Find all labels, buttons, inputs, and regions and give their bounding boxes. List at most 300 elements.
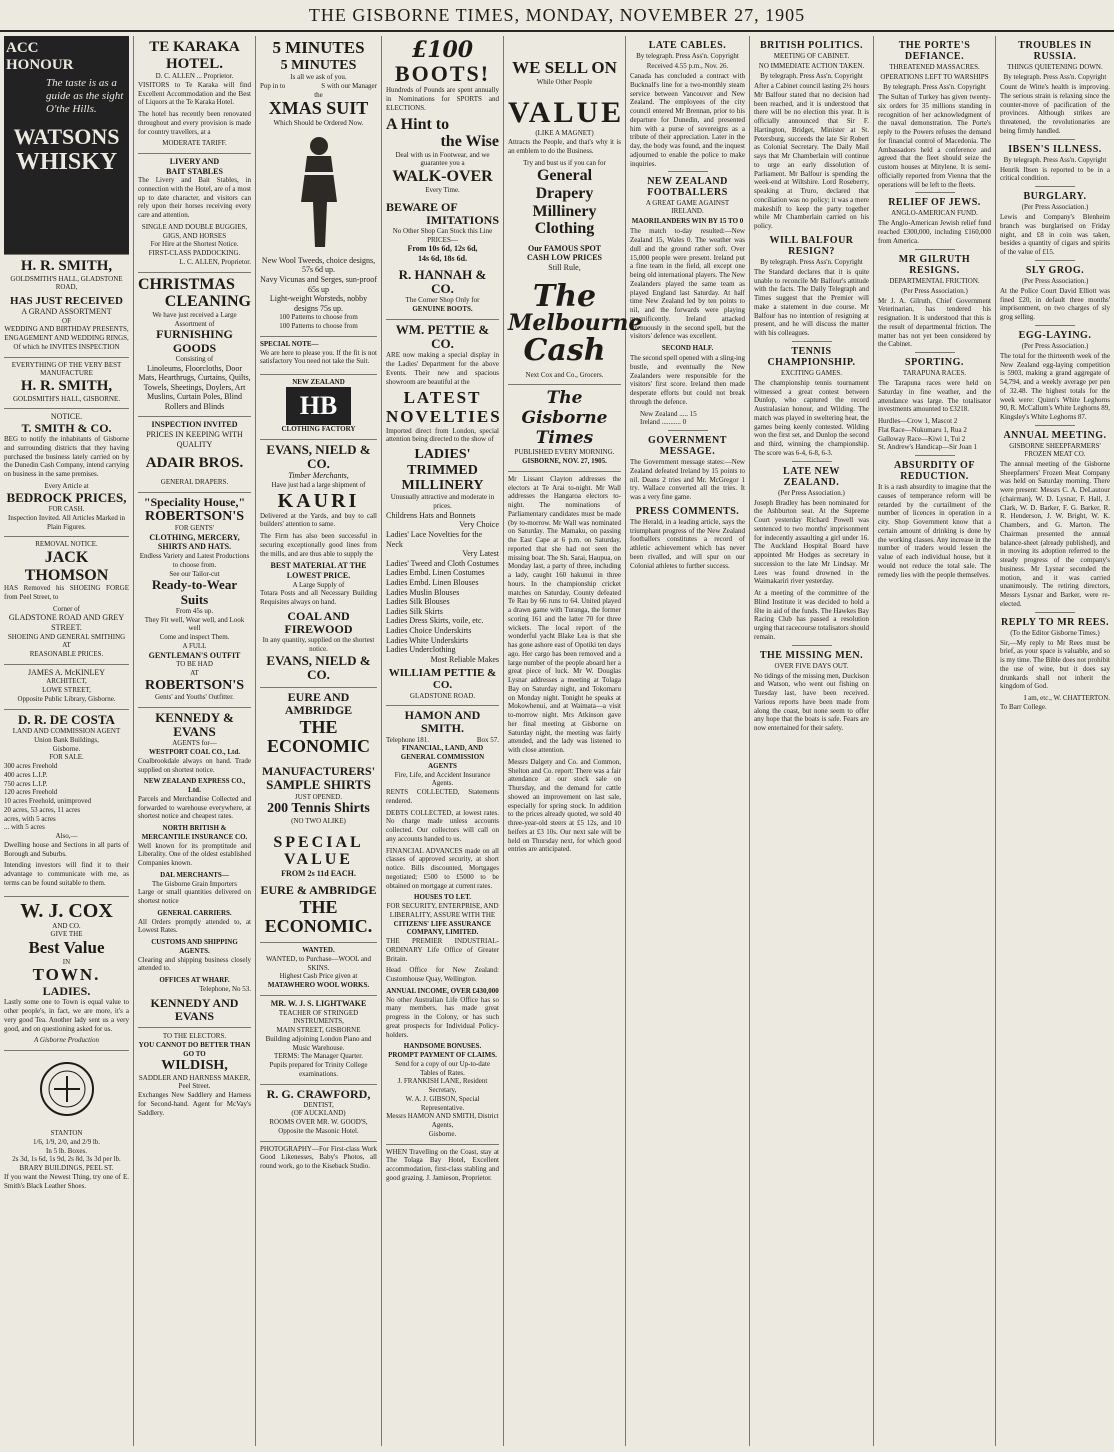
watsons-acc: ACC (6, 40, 39, 56)
ad-smith-2 (4, 358, 129, 410)
gilruth-body: Mr J. A. Gilruth, Chief Government Veterinarian, has tendered his resignation. It is understood that this is the result of departmental friction. The matter has not yet been considered by the Cabinet. (878, 296, 991, 349)
melb-the: The (532, 278, 597, 314)
ad-mckinley (4, 665, 129, 710)
smith-line6: Of which he INVITES INSPECTION (13, 342, 120, 351)
relief-body: The Anglo-American Jewish relief fund reached £300,000, including £160,000 from America. (878, 219, 991, 245)
british-sub2: NO IMMEDIATE ACTION TAKEN. (758, 62, 865, 70)
reply-heading: REPLY TO MR REES. (1001, 616, 1109, 628)
pettie-firm2: WILLIAM PETTIE & CO. (388, 667, 497, 692)
minutes-prices: New Wool Tweeds, choice designs, 57s 6d up. (261, 255, 376, 275)
smith-line1: HAS JUST RECEIVED (10, 295, 123, 307)
column-2 (134, 36, 256, 1446)
mckinley-opp: Opposite Public Library, Gisborne. (17, 694, 116, 703)
evans-body: Have just had a large shipment of (271, 480, 366, 489)
annual-heading: ANNUAL MEETING. (1003, 429, 1107, 441)
kennedy-line1: WESTPORT COAL CO., Ltd. (148, 748, 241, 757)
thomson-trade: SHOEING AND GENERAL SMITHING AT (7, 632, 126, 650)
thomson-addr: GLADSTONE ROAD AND GREY STREET. (8, 613, 125, 633)
livery-sub: BAIT STABLES (166, 166, 223, 176)
costa-item: 10 acres Freehold, unimproved (4, 797, 92, 806)
divider (792, 645, 832, 646)
hamon-services: FINANCIAL, LAND, AND GENERAL COMMISSION AGENTS (400, 744, 485, 770)
eure-price: FROM 2s 11d EACH. (281, 868, 356, 878)
crawford-role: DENTIST, (303, 1100, 334, 1109)
stanton-addr: BRARY BUILDINGS, PEEL ST. (19, 1164, 114, 1173)
hamon-cit: CITIZENS' LIFE ASSURANCE COMPANY, LIMITED. (393, 919, 492, 937)
evans-large: A Large Supply of (292, 580, 345, 589)
notice-shop: BEDROCK PRICES, (6, 489, 127, 505)
adair-title: INSPECTION INVITED (151, 420, 238, 430)
pettie-item: Ladies Embd. Linen Costumes (386, 568, 485, 578)
ad-boots (386, 36, 499, 320)
eure-landed: JUST OPENED. (295, 792, 342, 801)
melb-sub: While Other People (536, 77, 593, 86)
christmas-goods: FURNISHING GOODS (156, 327, 233, 355)
mckinley-role: ARCHITECT, (46, 677, 87, 686)
times-title: The Gisborne Times (521, 388, 608, 449)
british-resign: WILL BALFOUR RESIGN? (769, 234, 854, 257)
nz-football-sub: A GREAT GAME AGAINST IRELAND. (645, 199, 730, 216)
hamon-rents: RENTS COLLECTED, Statements rendered. (386, 788, 499, 805)
evans-body3: The Firm has also been successful in securing exceptionally good lines from the mills, and are thus able to supply the (260, 532, 377, 558)
costa-name: D. R. DE COSTA (18, 711, 115, 727)
sporting-sub: TARAPUNA RACES. (902, 369, 967, 377)
column-4 (382, 36, 504, 1446)
ad-hb (260, 375, 377, 440)
adair-role: GENERAL DRAPERS. (160, 477, 229, 486)
pettie-item: Very Latest (462, 549, 499, 559)
smith-line4: WEDDING AND BIRTHDAY PRESENTS, (4, 325, 129, 334)
smith-line3: OF (62, 316, 71, 325)
tennis-body: The championship tennis tournament witnessed a great contest between Dunlop, who captured the record Australasian honour, and Wilding. The match was played in sweltering heat, the games being keenly contested. Wilding won the first set, and Dunlop the second and third, winning the championship. The score was 6-4, 6-8, 6-3. (754, 378, 869, 457)
hamon-firm: Messrs HAMON AND SMITH, District Agents, (386, 1112, 499, 1130)
pettie-item: Ladies' Lace Novelties for the Neck (386, 530, 483, 549)
special-title: SPECIAL NOTE— (260, 339, 319, 348)
russia-by: By telegraph. Press Ass'n. Copyright (1003, 73, 1107, 81)
divider (1035, 260, 1075, 261)
costa-sale: FOR SALE. (49, 753, 84, 762)
gentleman-figure-icon (279, 132, 359, 252)
karaka-title: TE KARAKA HOTEL. (149, 39, 240, 72)
lightwake-body: Building adjoining London Piano and Music Warehouse. (265, 1034, 372, 1052)
kennedy-line5: NORTH BRITISH & MERCANTILE INSURANCE CO. (141, 824, 248, 841)
pettie-items (386, 511, 499, 655)
boots-genuine: GENUINE BOOTS. (412, 304, 473, 313)
rob-from: From 45s up. (175, 606, 214, 615)
stanton-foot: If you want the Newest Thing, try one of E. Smith's Black Leather Shoes. (4, 1172, 129, 1190)
hamon-phone: Telephone 181. (386, 735, 430, 744)
pettie-item: Ladies Silk Blouses (386, 597, 450, 607)
stanton-price1: 1/6, 1/9, 2/0, and 2/9 lb. (32, 1137, 101, 1146)
column-7 (750, 36, 874, 1446)
hb-factory: CLOTHING FACTORY (281, 424, 356, 433)
boots-beware: BEWARE OF (386, 199, 458, 214)
crawford-addr: (OF AUCKLAND) (291, 1109, 346, 1118)
slygrog-body: At the Police Court David Elliott was fined £20, in default three months' imprisonment, on two charges of sly grog selling. (1000, 286, 1110, 321)
ad-kennedy (138, 708, 251, 1126)
late-nz-cont: At a meeting of the committee of the Blind Institute it was decided to hold a fête in aid of the funds. The Hawkes Bay Racing Club has passed a resolution urging that racecourse totalisators should remain. (754, 589, 869, 641)
ad-travel (386, 1145, 499, 1191)
cox-ladies: LADIES. (42, 984, 91, 999)
minutes-line5: the (314, 90, 323, 99)
annual-body: The annual meeting of the Gisborne Sheepfarmers' Frozen Meat Company was held on Saturday morning. There were present: Messrs C. A. DeLautour (chairman), W. D. Lysnar, F. Hall, J. Clark, W. D. Barker, F. G. Barker, R. R. Henderson, J. W. Bright, W. K. Chambers, and G. Marton. The Chairman presented the annual balance-sheet (already published), and in moving its adoption referred to the steady progress of the company's business. Mr Lysnar seconded the motion, and it was carried unanimously. The retiring directors, Messrs Lysnar and Barker, were re-elected. (1000, 459, 1110, 608)
gilruth-sub: DEPARTMENTAL FRICTION. (889, 276, 980, 285)
kennedy-phone: Telephone, No 53. (199, 984, 251, 993)
lightwake-role: TEACHER OF STRINGED INSTRUMENTS, (278, 1008, 359, 1026)
pettie-item: Ladies Underclothing (386, 645, 456, 655)
late-cables-body: Canada has concluded a contract with Bucknall's line for a two-monthly steam service between Vancouver and New Zealand. The employees of the city council entered Mr Brennan, prior to his departure for Dunedin, and presented him with a purse of sovereigns as a tribute of their appreciation. Later in the day, the body was found, and the inquest adjourned to enable the police to make inquiries. (630, 72, 745, 168)
notice-title: NOTICE. (50, 412, 83, 422)
pettie-item: Ladies Dress Skirts, voile, etc. (386, 616, 484, 626)
editorial-text: Mr Lissant Clayton addresses the electors at Te Arai to-night. Mr Wall addresses the Hangaroa electors to-night. The nominations of Parliamentary candidates must be made (by to-morrow. Mr Wall was nominated on Saturday. The Mamaku, on passing the East Cape at 6 p.m. on Saturday, reported that she had not seen the missing boat. The Sh. Sarai, Haupua, on Monday last, a party of three, including a lady, caught 160 hakunui in three hours. In the championship cricket matches on Saturday, County defeated Te Rau by 66 runs to 64. United played a drawn game with Turanga, the former scoring 161 and the latter 70 for three wickets. The local report of the wonderful yacht Blake Lea is that she has gone ashore east of Opotiki ten days ago. Her cargo has been removed and a large number of the people aboard her a great piece of luck. Mr W. Douglas Lysnar addresses a meeting at Tolaga Bay on Saturday night, and Tokomaru on Monday night. Tonight he speaks at Mokowhenui, and at Waimata—a visit to-morrow night. Mrs Atkinson gave her final meeting at Gisborne on Saturday night, the meeting was fairly attended, and the lady was listened to with close attention. (508, 474, 621, 755)
karaka-prop: D. C. ALLEN ... Proprietor. (155, 72, 234, 80)
minutes-navy: Navy Vicunas and Serges, sun-proof 65s up (260, 275, 377, 294)
melb-next: Next Cox and Co., Grocers. (525, 370, 604, 379)
divider (915, 352, 955, 353)
christmas-body: We have just received a Large Assortment of (152, 310, 237, 328)
divider (792, 341, 832, 342)
gilruth-sub2: (Per Press Association.) (901, 286, 968, 295)
column-9 (996, 36, 1114, 1446)
melb-body: Attracts the People, and that's why it is an emblem to do the Business. (508, 138, 621, 155)
ad-karaka (138, 36, 251, 154)
christmas-consisting: Consisting of (175, 354, 214, 363)
rob-foot: Gents' and Youths' Outfitter. (155, 693, 234, 702)
kennedy-name: WILDISH, (161, 1058, 228, 1074)
pettie-item: Ladies Choice Underskirts (386, 625, 472, 635)
costa-also: Also,— (55, 832, 78, 841)
kennedy-firm: KENNEDY & EVANS (155, 709, 234, 740)
minutes-patterns: 100 Patterns to choose from (279, 313, 358, 322)
adair-sub: PRICES IN KEEPING WITH QUALITY (146, 430, 243, 449)
notice-body: BEG to notify the inhabitants of Gisborne and surrounding districts that they having purchased the business lately carried on by the Dunedin Cash Company, intend carrying on business in the same premises. (4, 435, 129, 479)
kennedy-line13: Clearing and shipping business closely attended to. (138, 955, 251, 973)
pettie-body: ARE now making a special display in the Ladies' Department for the above Events. Their new and spacious showroom are beautiful at the (386, 351, 499, 386)
livery-body: The Livery and Bait Stables, in connection with the Hotel, are of a most up to date character, and visitors can rely upon their horses receiving every care and attention. (138, 176, 251, 220)
column-1 (0, 36, 134, 1446)
annual-sub: GISBORNE SHEEPFARMERS' FROZEN MEAT CO. (1009, 441, 1101, 458)
photo-body: PHOTOGRAPHY—For First-class Work Good Likenesses, Baby's Photos, all round work, go to the Kiseback Studio. (260, 1144, 377, 1171)
smith2-addr: GOLDSMITH'S HALL, GISBORNE. (12, 394, 121, 403)
divider (915, 192, 955, 193)
relief-heading: RELIEF OF JEWS. (888, 197, 981, 209)
pettie-item: Ladies Silk Skirts (386, 606, 443, 616)
smith2-name: H. R. SMITH, (20, 378, 113, 395)
gilruth-heading: MR GILRUTH RESIGNS. (898, 253, 971, 276)
melb-famous: Our FAMOUS SPOT (527, 243, 602, 253)
divider (1035, 612, 1075, 613)
divider (915, 249, 955, 250)
nz-football-body: The match to-day resulted:—New Zealand 15, Wales 0. The weather was dull and the ground rather soft. Over 15,000 people were present. Ireland put a fine team in the field, all except one being old international players. The New Zealanders played the same team as played England last Saturday. At half time New Zealand led by ten points to nil, and the forwards were playing magnificently. Ireland attacked strenuously in the second spell, but the visitors' defence was excellent. (630, 227, 745, 341)
ad-evans (260, 440, 377, 689)
rob-full: A FULL (182, 641, 207, 650)
lightwake-terms: TERMS: The Manager Quarter. (274, 1052, 363, 1061)
boots-every: Every Time. (425, 185, 460, 194)
british-heading: BRITISH POLITICS. (760, 40, 863, 51)
boots-range: From 10s 6d, 12s 6d, (407, 244, 478, 254)
kennedy-line6: Well known for its promptitude and Liberality. One of the oldest established Companies known. (138, 841, 251, 868)
rob-outfit: GENTLEMAN'S OUTFIT (148, 650, 241, 660)
kennedy-agents: AGENTS for— (172, 739, 217, 748)
pettie-most: Most Reliable Makes (430, 654, 499, 664)
costa-item: 20 acres, 53 acres, 11 acres (4, 805, 81, 814)
russia-body: Count de Witte's health is improving. The serious strain is relaxing since the counter-move of pacification of the provinces. Although strikes are threatened, the revolutionaries are being firmly handled. (1000, 83, 1110, 135)
crawford-name: R. G. CRAWFORD, (266, 1086, 371, 1101)
porte-sub2: OPERATIONS LEFT TO WARSHIPS (880, 73, 989, 81)
travel-body: WHEN Travelling on the Coast, stay at The Tolaga Bay Hotel, Excellent accommodation, first-class stabling and good grazing. J. Jamieson, Proprietor. (386, 1147, 499, 1182)
kennedy-line11: All Orders promptly attended to, at Lowest Rates. (138, 917, 251, 935)
egglaying-heading: EGG-LAYING. (1018, 329, 1092, 341)
melb-general: General (536, 167, 593, 185)
divider (668, 430, 708, 431)
late-nz-body: Joseph Bradley has been nominated for the Ashburton seat. At the Supreme Court yesterday Richard Powell was sentenced to two months' imprisonment for indecently assaulting a girl under 16. The Auckland Hospital Board have appointed Mr Hodges as secretary in succession to the late Mr Lindsay. Mr Lees was found drowned in the Waimakariri river yesterday. (754, 498, 869, 586)
evans-title2: EVANS, NIELD & CO. (266, 652, 371, 682)
melb-cash2: Cash (523, 333, 606, 369)
missing-heading: THE MISSING MEN. (759, 649, 864, 661)
pettie-item: Very Choice (459, 520, 499, 530)
lightwake-name: MR. W. J. S. LIGHTWAKE (270, 998, 367, 1008)
minutes-line3: Pop in to (260, 81, 286, 90)
pettie-item: Ladies' Tweed and Cloth Costumes (386, 558, 499, 568)
wanted-place: MATAWHERO WOOL WORKS. (267, 981, 370, 990)
costa-item: ... with 5 acres (4, 823, 45, 832)
minutes-line7: Which Should be Ordered Now. (273, 119, 364, 128)
smith-addr: GOLDSMITH'S HALL, GLADSTONE ROAD, (10, 274, 123, 292)
cox-tag: A Gisborne Production (34, 1036, 99, 1045)
livery-title: LIVERY AND (169, 157, 220, 166)
rob-quote: "Speciality House," (143, 494, 246, 509)
column-8 (874, 36, 996, 1446)
russia-sub: THINGS QUIETENING DOWN. (1007, 63, 1103, 71)
pettie-road: GLADSTONE ROAD. (409, 691, 476, 700)
gov-message-heading: GOVERNMENT MESSAGE. (648, 435, 727, 457)
ibsen-body: Henrik Ibsen is reported to be in a critical condition. (1000, 165, 1110, 183)
christmas-title: CHRISTMAS (138, 275, 235, 293)
ad-costa (4, 710, 129, 897)
smith-name: H. R. SMITH, (20, 258, 113, 274)
hamon-finance: FINANCIAL ADVANCES made on all classes of approved security, at short notice. Bills discounted, Mortgages negotiated; £500 to £5000 to be obtained on mortgage at current rates. (386, 846, 499, 890)
reply-sign: I am, etc., W. CHATTERTON. (1024, 694, 1110, 702)
british-by: By telegraph. Press Ass'n. Copyright (760, 72, 863, 80)
divider (915, 455, 955, 456)
cox-give: GIVE THE (50, 930, 83, 939)
reply-sub: (To the Editor Gisborne Times.) (1010, 628, 1100, 637)
sporting-result: St. Andrew's Handicap—Sir Joan 1 (878, 443, 978, 452)
boots-prices: PRICES— (427, 235, 458, 244)
hamon-gis: Gisborne. (428, 1129, 457, 1138)
press-comments-heading: PRESS COMMENTS. (635, 505, 740, 517)
evans-body2: Delivered at the Yards, and buy to call builders' attention to same. (260, 511, 377, 529)
smith2-line1: EVERYTHING OF THE VERY BEST MANUFACTURE (11, 360, 122, 378)
british-body2: The Standard declares that it is quite unable to reconcile Mr Balfour's attitude with the facts. The Daily Telegraph and Times suggest that the Premier will make a statement in due course. Mr Balfour has no intention of resigning at present, and he will discuss the matter with his colleagues. (754, 267, 869, 337)
hamon-bonus: HANDSOME BONUSES. (403, 1042, 482, 1051)
column-5 (504, 36, 643, 1446)
rob-body: Endless Variety and Latest Productions to choose from. (139, 552, 250, 569)
late-cables-heading: LATE CABLES. (648, 40, 727, 51)
boots-range2: 14s 6d, 18s 6d. (417, 254, 468, 264)
karaka-body: VISITORS to Te Karaka will find Excellent Accommodation and the Best of Liquors at the Te Karaka Hotel. (138, 80, 251, 107)
reply-place: To Barr College. (1000, 702, 1047, 711)
melb-cash: CASH LOW PRICES (527, 253, 602, 263)
pettie-item: Ladies White Underskirts (386, 635, 469, 645)
british-sub: MEETING OF CABINET. (773, 52, 850, 60)
hamon-body4: No other Australian Life Office has so many members, has made great progress in the Colony, or has such great prospects for Individual Policy-holders. (386, 995, 499, 1039)
minutes-line6: XMAS SUIT (268, 98, 369, 119)
boots-wise: the Wise (440, 133, 499, 151)
evans-sub: Timber Merchants, (288, 471, 349, 481)
boots-body: Hundreds of Pounds are spent annually in Nominations for SPORTS and ELECTIONS. (386, 86, 499, 112)
nz-football-score: New Zealand ..... 15 (640, 409, 697, 418)
kennedy-line14: OFFICES AT WHARF. (159, 976, 230, 985)
pettie-trimmed: TRIMMED (407, 462, 478, 478)
missing-sub: OVER FIVE DAYS OUT. (774, 661, 849, 670)
cox-body: Lastly some one to Town is equal value to other people's, in fact, we are more, it's a very good Tea. Another lady sent us a very good, and on questioning asked for us. (4, 998, 129, 1033)
ad-livery (138, 154, 251, 273)
melb-drapery: Drapery (535, 185, 594, 203)
ad-crawford (260, 1085, 377, 1142)
divider (1035, 186, 1075, 187)
ad-smith (4, 255, 129, 358)
eure-title2: EURE & AMBRIDGE (260, 883, 377, 898)
gov-message-body: The Government message states:—New Zealand defeated Ireland by 15 points to nil. Deans 2 tries and Mr. McGregor 1 try. Wallace converted all the tries. It was a very fine game. (630, 458, 745, 501)
cox-co: AND CO. (52, 921, 81, 930)
ad-christmas (138, 273, 251, 418)
ad-melbourne (508, 36, 643, 385)
stanton-mark: STANTON (50, 1129, 83, 1138)
boots-corner: The Corner Shop Only for (405, 296, 480, 305)
ibsen-by: By telegraph. Press Ass'n. Copyright (1003, 155, 1107, 164)
divider (1035, 139, 1075, 140)
stanton-price2: In 5 lb. Boxes. (45, 1146, 88, 1155)
ad-hamon (386, 706, 499, 1144)
rob-items: CLOTHING, MERCERY, SHIRTS AND HATS. (149, 532, 240, 552)
costa-role: LAND AND COMMISSION AGENT (12, 727, 121, 736)
pettie-latest: LATEST (403, 388, 482, 408)
press-comments-body: The Herald, in a leading article, says the triumphant progress of the New Zealand footballers constitutes a record of athletic achievement which has never been rivalled, and will spur on our Colonial athletes to further success. (630, 517, 745, 570)
kennedy-body: YOU CANNOT DO BETTER THAN GO TO (138, 1040, 251, 1058)
costa-item: 750 acres L.I.P. (4, 779, 48, 788)
porte-body: The Sultan of Turkey has given twenty-six orders for 35 millions standing in recognition of her acknowledgment of the naval demonstration. The Porte's reply to the Powers refuses the demand for financial control of Macedonia. The Ambassadors held a conference and agreed that the fleet should seize the custom houses at Mitylene. It is semi-officially reported from Vienna that the operations will be left to the fleets. (878, 93, 991, 189)
thomson-notice: REMOVAL NOTICE. (35, 540, 98, 549)
karaka-tariff: MODERATE TARIFF. (162, 139, 227, 148)
sporting-heading: SPORTING. (905, 357, 964, 368)
notice-foot: Inspection Invited. All Articles Marked in Plain Figures. (7, 513, 126, 531)
melb-like: (LIKE A MAGNET) (535, 129, 594, 138)
livery-hire: For Hire at the Shortest Notice. (150, 240, 239, 249)
costa-item: 120 acres Freehold (4, 788, 58, 797)
pettie-item: Ladies Muslin Blouses (386, 587, 460, 597)
melb-mill: Millinery (532, 202, 597, 220)
egglaying-body: The total for the thirteenth week of the New Zealand egg-laying competition is 5903, making a grand aggregate of 54,794, and a weekly average per pen of 32.48. The highest totals for the week were: Quinn's White Leghorns 90, R. McCallum's White Leghorns 89, Kingsley's White Leghorns 87. (1000, 351, 1111, 421)
crawford-opp: Opposite the Masonic Hotel. (278, 1126, 359, 1135)
hamon-body3: Head Office for New Zealand: Customhouse Quay, Wellington. (386, 966, 499, 984)
late-cables-by: By telegraph. Press Ass'n. Copyright (636, 52, 739, 60)
kennedy-line10: GENERAL CARRIERS. (157, 908, 232, 917)
watsons-brand: WATSONS (13, 123, 120, 149)
ad-photo (260, 1142, 377, 1179)
adair-firm: ADAIR BROS. (145, 455, 244, 472)
cox-name: W. J. COX (20, 899, 113, 922)
nz-football-heading: NEW ZEALAND FOOTBALLERS (647, 176, 728, 199)
rob-firm: ROBERTSON'S (144, 508, 245, 524)
slygrog-heading: SLY GROG. (1025, 264, 1085, 276)
ad-lightwake (260, 996, 377, 1085)
christmas-sub: CLEANING (164, 293, 251, 311)
evans-coal: COAL AND FIREWOOD (284, 608, 353, 636)
pettie-imported: Imported direct from London, special attention being directed to the show of (386, 426, 499, 444)
missing-body: No tidings of the missing men, Duckison and Watson, who went out fishing on Tuesday last, have been received. Various reports have been made from along the coast, but none seem to offer any hope that the boats is safe. Fears are now entertained for their safety. (754, 671, 869, 732)
hamon-title: HAMON AND SMITH. (404, 708, 481, 736)
kennedy-line9: Large or small quantities delivered on shortest notice (138, 888, 251, 906)
minutes-body: Is all we ask of you. (290, 73, 347, 82)
melb-value: VALUE (508, 96, 625, 130)
tennis-heading: TENNIS CHAMPIONSHIP. (767, 345, 856, 368)
divider (1035, 425, 1075, 426)
eure-value: VALUE (284, 851, 353, 869)
sporting-result: Galloway Race—Kiwi 1, Tui 2 (878, 434, 966, 443)
pettie-ladies: LADIES' (414, 447, 471, 463)
rob-fit: They Fit well, Wear well, and Look well (144, 615, 245, 633)
hamon-contact (386, 736, 499, 745)
divider (138, 1027, 251, 1028)
thomson-name: JACK THOMSON (24, 549, 109, 584)
evans-supply: Totara Posts and all Necessary Building Requisites always on hand. (260, 589, 377, 607)
thomson-prices: REASONABLE PRICES. (29, 650, 104, 659)
crawford-rooms: ROOMS OVER MR. W. GOOD'S, (269, 1118, 368, 1127)
times-header (508, 385, 621, 472)
late-nz-heading: LATE NEW ZEALAND. (783, 465, 840, 488)
eure-title: EURE AND AMBRIDGE (284, 690, 353, 718)
minutes-patterns2: 100 Patterns to choose from (279, 322, 358, 331)
cox-town: TOWN. (32, 965, 101, 985)
eure-sub2: THE ECONOMIC. (264, 896, 373, 937)
evans-title: EVANS, NIELD & CO. (266, 441, 371, 471)
evans-kauri: KAURI (277, 489, 360, 512)
eure-count: 200 Tennis Shirts (267, 801, 370, 817)
egglaying-sub: (Per Press Association.) (1021, 341, 1089, 350)
ad-thomson (4, 537, 129, 665)
mckinley-name: JAMES A. McKINLEY (27, 667, 106, 677)
kennedy-line4: Parcels and Merchandise Collected and forwarded to warehouse everywhere, at shortest notice and cheapest rates. (138, 794, 251, 821)
minutes-light: Light-weight Worsteds, nobby designs 75s up. (269, 294, 368, 313)
porte-by: By telegraph. Press Ass'n. Copyright (883, 83, 986, 91)
boots-price: £100 (411, 37, 474, 63)
nz-football-ireland: Ireland ........... 0 (640, 418, 687, 427)
costa-item: acres, with 5 acres (4, 814, 56, 823)
ad-special (260, 337, 377, 375)
boots-walk: WALK-OVER (392, 168, 493, 186)
evans-best: BEST MATERIAL AT THE LOWEST PRICE. (270, 561, 367, 580)
late-nz-sub: (Per Press Association.) (778, 488, 845, 497)
porte-sub: THREATENED MASSACRES. (889, 63, 980, 71)
costa-addr: Union Bank Buildings, (34, 735, 99, 744)
ad-watsons (4, 36, 129, 255)
mckinley-addr: LOWE STREET, (42, 686, 91, 695)
ad-pettie (386, 320, 502, 707)
costa-gis: Gisborne. (52, 744, 81, 753)
reply-body: Sir,—My reply to Mr Rees must be brief, as your space is valuable, and so is my time. The Bible does not prohibit the use of wine, but it does say drunkards shall not inherit the kingdom of God. (1000, 638, 1110, 691)
times-date: GISBORNE, NOV. 27, 1905. (522, 457, 607, 466)
boots-firm: R. HANNAH & CO. (398, 266, 487, 296)
hamon-security: FOR SECURITY, ENTERPRISE, AND LIBERALITY, ASSURE WITH THE (386, 902, 499, 919)
burglary-heading: BURGLARY. (1023, 191, 1087, 202)
thomson-corner: Corner of (52, 604, 81, 613)
divider (668, 171, 708, 172)
rob-tailor: See our Tailor-cut (169, 569, 220, 578)
minutes-row (260, 82, 377, 91)
cox-best: Best Value (28, 938, 105, 958)
minutes-line4: S with our Manager (321, 81, 377, 90)
